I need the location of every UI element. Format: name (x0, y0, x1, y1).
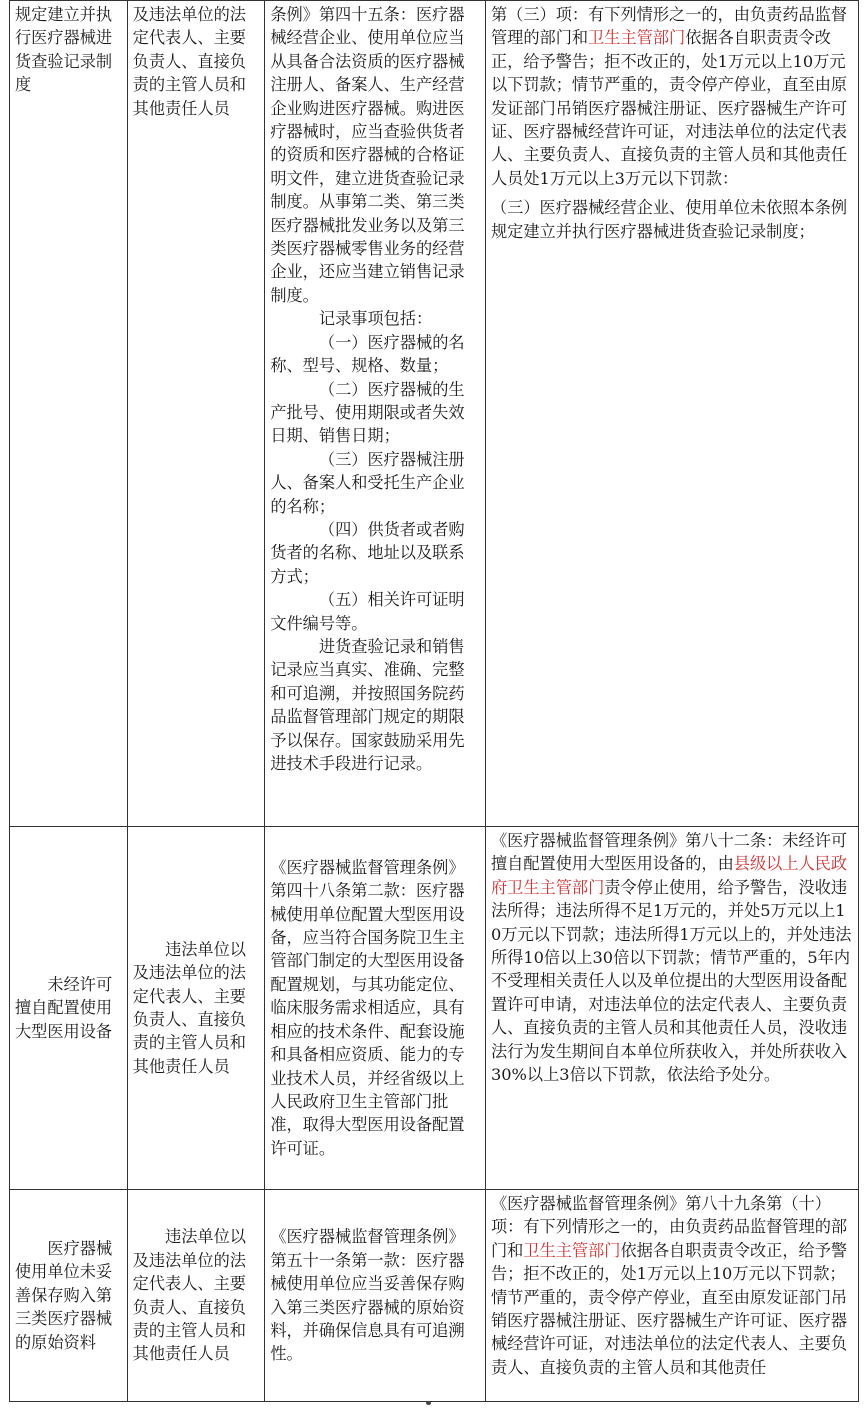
violation-cell: 医疗器械使用单位未妥善保存购入第三类医疗器械的原始资料 (10, 1190, 128, 1402)
list-item: （五）相关许可证明文件编号等。 (270, 590, 465, 633)
list-item: （三）医疗器械注册人、备案人和受托生产企业的名称； (270, 449, 465, 516)
highlight-authority: 卫生主管部门 (523, 1240, 621, 1260)
items-heading: 记录事项包括： (318, 309, 433, 329)
penalty-paragraph: 第（三）项：有下列情形之一的，由负责药品监督管理的部门和卫生主管部门依据各自职责责令改正，给予警告；拒不改正的，处1万元以上10万元以下罚款；情节严重的，责令停产停业，直至由原发证部门吊销医疗器械注册证、医疗器械生产许可证、医疗器械经营许可证，对违法单位的法定代表人、主要负责人、直接负责的主管人员和其他责任人员处1万元以上3万元以下罚款： (490, 5, 848, 188)
penalty-cell (485, 1, 858, 827)
penalty-item: （三）医疗器械经营企业、使用单位未依照本条例规定建立并执行医疗器械进货查验记录制度； (490, 198, 848, 241)
penalty-table (9, 0, 859, 1402)
basis-closing: 进货查验记录和销售记录应当真实、准确、完整和可追溯，并按照国务院药品监督管理部门规定的期限予以保存。国家鼓励采用先进技术手段进行记录。 (270, 636, 465, 773)
table-row (10, 1190, 859, 1402)
subject-cell: 违法单位以及违法单位的法定代表人、主要负责人、直接负责的主管人员和其他责任人员 (127, 827, 265, 1190)
table-row (10, 1, 859, 827)
subject-cell: 及违法单位的法定代表人、主要负责人、直接负责的主管人员和其他责任人员 (127, 1, 265, 827)
legal-basis-cell (265, 1, 486, 827)
list-item: （二）医疗器械的生产批号、使用期限或者失效日期、销售日期； (270, 379, 465, 446)
list-item: （四）供货者或者购货者的名称、地址以及联系方式； (270, 519, 465, 586)
legal-basis-cell: 《医疗器械监督管理条例》第四十八条第二款：医疗器械使用单位配置大型医用设备，应当符合国务院卫生主管部门制定的大型医用设备配置规划，与其功能定位、临床服务需求相适应，具有相应的技术条件、配套设施和具备相应资质、能力的专业技术人员，并经省级以上人民政府卫生主管部门批准，取得大型医用设备配置许可证。 (265, 827, 486, 1190)
penalty-cell: 《医疗器械监督管理条例》第八十二条：未经许可擅自配置使用大型医用设备的，由县级以上人民政府卫生主管部门责令停止使用，给予警告，没收违法所得；违法所得不足1万元的，并处5万元以上10万元以下罚款；违法所得1万元以上的，并处违法所得10倍以上30倍以下罚款；情节严重的，5年内不受理相关责任人以及单位提出的大型医用设备配置许可申请，对违法单位的法定代表人、主要负责人、直接负责的主管人员和其他责任人员，没收违法行为发生期间自本单位所获收入，并处所获收入30%以上3倍以下罚款，依法给予处分。 (485, 827, 858, 1190)
page-marker (426, 1401, 431, 1405)
penalty-cell: 《医疗器械监督管理条例》第八十九条第（十）项：有下列情形之一的，由负责药品监督管理的部门和卫生主管部门依据各自职责责令改正，给予警告；拒不改正的，处1万元以上10万元以下罚款；情节严重的，责令停产停业，直至由原发证部门吊销医疗器械注册证、医疗器械生产许可证、医疗器械经营许可证，对违法单位的法定代表人、主要负责人、直接负责的主管人员和其他责任 (485, 1190, 858, 1402)
table-row (10, 827, 859, 1190)
legal-basis-cell: 《医疗器械监督管理条例》第五十一条第一款：医疗器械使用单位应当妥善保存购入第三类医疗器械的原始资料，并确保信息具有可追溯性。 (265, 1190, 486, 1402)
highlight-authority: 卫生主管部门 (588, 28, 686, 48)
basis-intro: 条例》第四十五条：医疗器械经营企业、使用单位应当从具备合法资质的医疗器械注册人、备案人、生产经营企业购进医疗器械。购进医疗器械时，应当查验供货者的资质和医疗器械的合格证明文件，建立进货查验记录制度。从事第二类、第三类医疗器械批发业务以及第三类医疗器械零售业务的经营企业，还应当建立销售记录制度。 (270, 5, 465, 305)
list-item: （一）医疗器械的名称、型号、规格、数量； (270, 332, 465, 376)
subject-cell: 违法单位以及违法单位的法定代表人、主要负责人、直接负责的主管人员和其他责任人员 (127, 1190, 265, 1402)
highlight-authority: 县级以上人民政府卫生主管部门 (490, 854, 848, 897)
violation-cell: 规定建立并执行医疗器械进货查验记录制度 (10, 1, 128, 827)
violation-cell: 未经许可擅自配置使用大型医用设备 (10, 827, 128, 1190)
